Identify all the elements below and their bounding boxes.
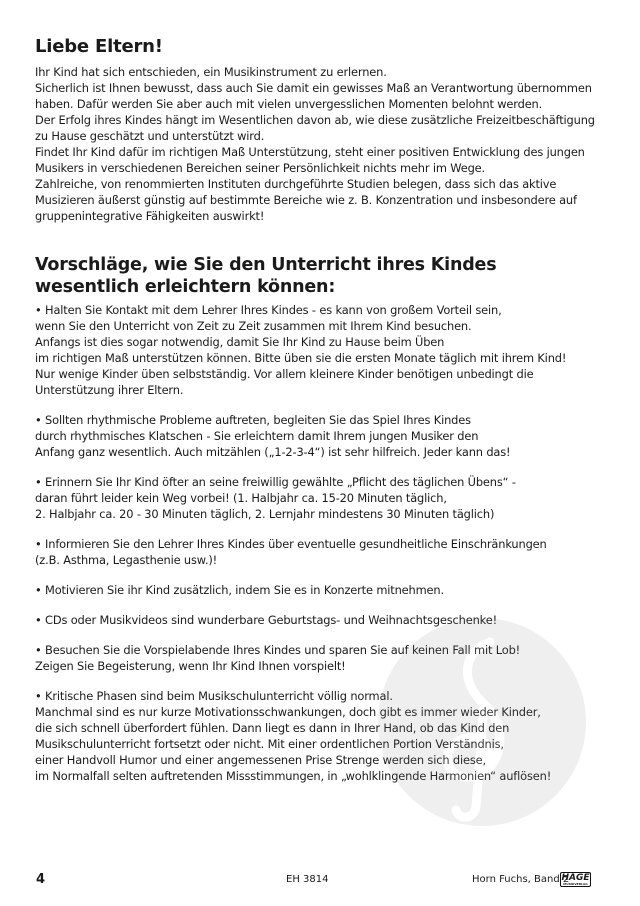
- page-title: Liebe Eltern!: [35, 36, 163, 57]
- publisher-logo: [560, 872, 591, 887]
- tip-line: Musikschulunterricht fortsetzt oder nicht. Mit einer ordentlichen Portion Verständnis,: [35, 737, 504, 751]
- tip-line: 2. Halbjahr ca. 20 - 30 Minuten täglich, 2. Lernjahr mindestens 30 Minuten täglich): [35, 507, 495, 521]
- tip-line: • Motivieren Sie ihr Kind zusätzlich, indem Sie es in Konzerte mitnehmen.: [35, 582, 610, 598]
- tip-line: Unterstützung ihrer Eltern.: [35, 383, 184, 397]
- intro-paragraph: Ihr Kind hat sich entschieden, ein Musikinstrument zu erlernen.: [35, 65, 387, 79]
- tip-line: Anfangs ist dies sogar notwendig, damit Sie Ihr Kind zu Hause beim Üben: [35, 335, 445, 349]
- tip-line: wenn Sie den Unterricht von Zeit zu Zeit zusammen mit Ihrem Kind besuchen.: [35, 319, 472, 333]
- tip-line: durch rhythmisches Klatschen - Sie erleichtern damit Ihrem jungen Musiker den: [35, 429, 479, 443]
- intro-paragraph: Sicherlich ist Ihnen bewusst, dass auch Sie damit ein gewisses Maß an Verantwortung übernommen haben. Dafür werden Sie aber auch mit vielen unvergesslichen Momenten belohnt werden.: [35, 81, 592, 111]
- tip-line: • Informieren Sie den Lehrer Ihres Kindes über eventuelle gesundheitliche Einschränkungen: [35, 536, 610, 552]
- book-title: Horn Fuchs, Band 2: [472, 874, 570, 885]
- logo-subtext: MUSIKVERLAG: [563, 882, 588, 886]
- catalog-code: EH 3814: [286, 874, 329, 885]
- tip-line: Zeigen Sie Begeisterung, wenn Ihr Kind Ihnen vorspielt!: [35, 659, 346, 673]
- tip-item: [35, 302, 610, 398]
- section-heading: Vorschläge, wie Sie den Unterricht ihres Kindes wesentlich erleichtern können:: [35, 255, 497, 297]
- tip-item: [35, 536, 610, 568]
- tip-line: • Sollten rhythmische Probleme auftreten, begleiten Sie das Spiel Ihres Kindes: [35, 412, 610, 428]
- tip-line: • Kritische Phasen sind beim Musikschulunterricht völlig normal.: [35, 688, 610, 704]
- intro-text: [35, 64, 610, 224]
- tip-line: • Erinnern Sie Ihr Kind öfter an seine freiwillig gewählte „Pflicht des täglichen Übens“ -: [35, 474, 610, 490]
- tip-line: die sich schnell überfordert fühlen. Dann liegt es dann in Ihrer Hand, ob das Kind den: [35, 721, 510, 735]
- logo-text: HAGE: [561, 873, 590, 883]
- tip-line: • CDs oder Musikvideos sind wunderbare Geburtstags- und Weihnachtsgeschenke!: [35, 612, 610, 628]
- page-footer: [0, 872, 640, 892]
- tip-line: einer Handvoll Humor und einer angemessenen Prise Strenge werden sich diese,: [35, 753, 486, 767]
- tip-item: [35, 412, 610, 460]
- tip-line: • Halten Sie Kontakt mit dem Lehrer Ihres Kindes - es kann von großem Vorteil sein,: [35, 302, 610, 318]
- tip-line: (z.B. Asthma, Legasthenie usw.)!: [35, 553, 218, 567]
- intro-paragraph: Der Erfolg ihres Kindes hängt im Wesentlichen davon ab, wie diese zusätzliche Freizeitbeschäftigung zu Hause geschätzt und unterstützt wird.: [35, 113, 595, 143]
- tip-line: im richtigen Maß unterstützen können. Bitte üben sie die ersten Monate täglich mit ihrem Kind!: [35, 351, 567, 365]
- tip-line: Manchmal sind es nur kurze Motivationsschwankungen, doch gibt es immer wieder Kinder,: [35, 705, 541, 719]
- tip-item: [35, 582, 610, 598]
- tip-line: im Normalfall selten auftretenden Missstimmungen, in „wohlklingende Harmonien“ auflösen!: [35, 769, 552, 783]
- page-number: 4: [36, 872, 46, 887]
- watermark-treble-clef-icon: [372, 612, 592, 832]
- tip-line: • Besuchen Sie die Vorspielabende Ihres Kindes und sparen Sie auf keinen Fall mit Lob!: [35, 642, 610, 658]
- tip-line: daran führt leider kein Weg vorbei! (1. Halbjahr ca. 15-20 Minuten täglich,: [35, 491, 447, 505]
- tip-line: Nur wenige Kinder üben selbstständig. Vor allem kleinere Kinder benötigen unbedingt die: [35, 367, 534, 381]
- tip-line: Anfang ganz wesentlich. Auch mitzählen („1-2-3-4“) ist sehr hilfreich. Jeder kann das!: [35, 445, 511, 459]
- intro-paragraph: Findet Ihr Kind dafür im richtigen Maß Unterstützung, steht einer positiven Entwicklung des jungen Musikers in verschiedenen Bereichen seiner Persönlichkeit nichts mehr im Wege.: [35, 145, 585, 175]
- tip-item: [35, 474, 610, 522]
- intro-paragraph: Zahlreiche, von renommierten Instituten durchgeführte Studien belegen, dass sich das aktive Musizieren äußerst günstig auf bestimmte Bereiche wie z. B. Konzentration und insbesondere auf gruppenintegrative Fähigkeiten auswirkt!: [35, 177, 577, 223]
